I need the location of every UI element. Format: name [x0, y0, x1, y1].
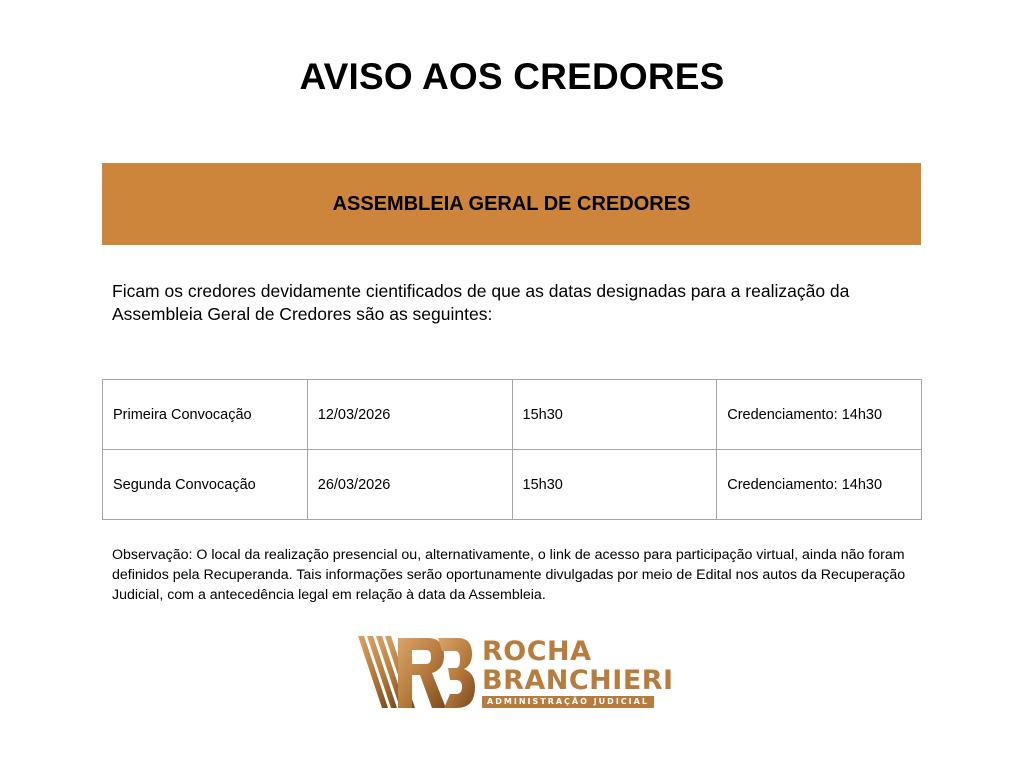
company-logo	[358, 634, 674, 710]
date-cell: 26/03/2026	[307, 450, 512, 520]
time-cell: 15h30	[512, 380, 717, 450]
section-banner	[102, 163, 921, 245]
convocation-cell: Primeira Convocação	[103, 380, 308, 450]
logo-word-rocha: ROCHA	[482, 636, 592, 667]
schedule-table	[102, 379, 922, 520]
rb-monogram-icon	[358, 634, 476, 710]
logo-tagline: ADMINISTRAÇÃO JUDICIAL	[482, 696, 654, 708]
table-row	[103, 450, 922, 520]
table-row	[103, 380, 922, 450]
banner-label: ASSEMBLEIA GERAL DE CREDORES	[332, 192, 691, 215]
page-title: AVISO AOS CREDORES	[299, 56, 725, 97]
logo-word-branchieri: BRANCHIERI	[482, 665, 674, 696]
convocation-cell: Segunda Convocação	[103, 450, 308, 520]
accreditation-cell: Credenciamento: 14h30	[717, 450, 922, 520]
date-cell: 12/03/2026	[307, 380, 512, 450]
time-cell: 15h30	[512, 450, 717, 520]
accreditation-cell: Credenciamento: 14h30	[717, 380, 922, 450]
observation-note: Observação: O local da realização presencial ou, alternativamente, o link de acesso para participação virtual, ainda não foram definidos pela Recuperanda. Tais informações serão oportunamente divulgadas por meio de Edital nos autos da Recuperação Judicial, com a antecedência legal em relação à data da Assembleia.	[112, 547, 906, 603]
intro-paragraph: Ficam os credores devidamente cientificados de que as datas designadas para a realização da Assembleia Geral de Credores são as seguintes:	[112, 281, 850, 324]
